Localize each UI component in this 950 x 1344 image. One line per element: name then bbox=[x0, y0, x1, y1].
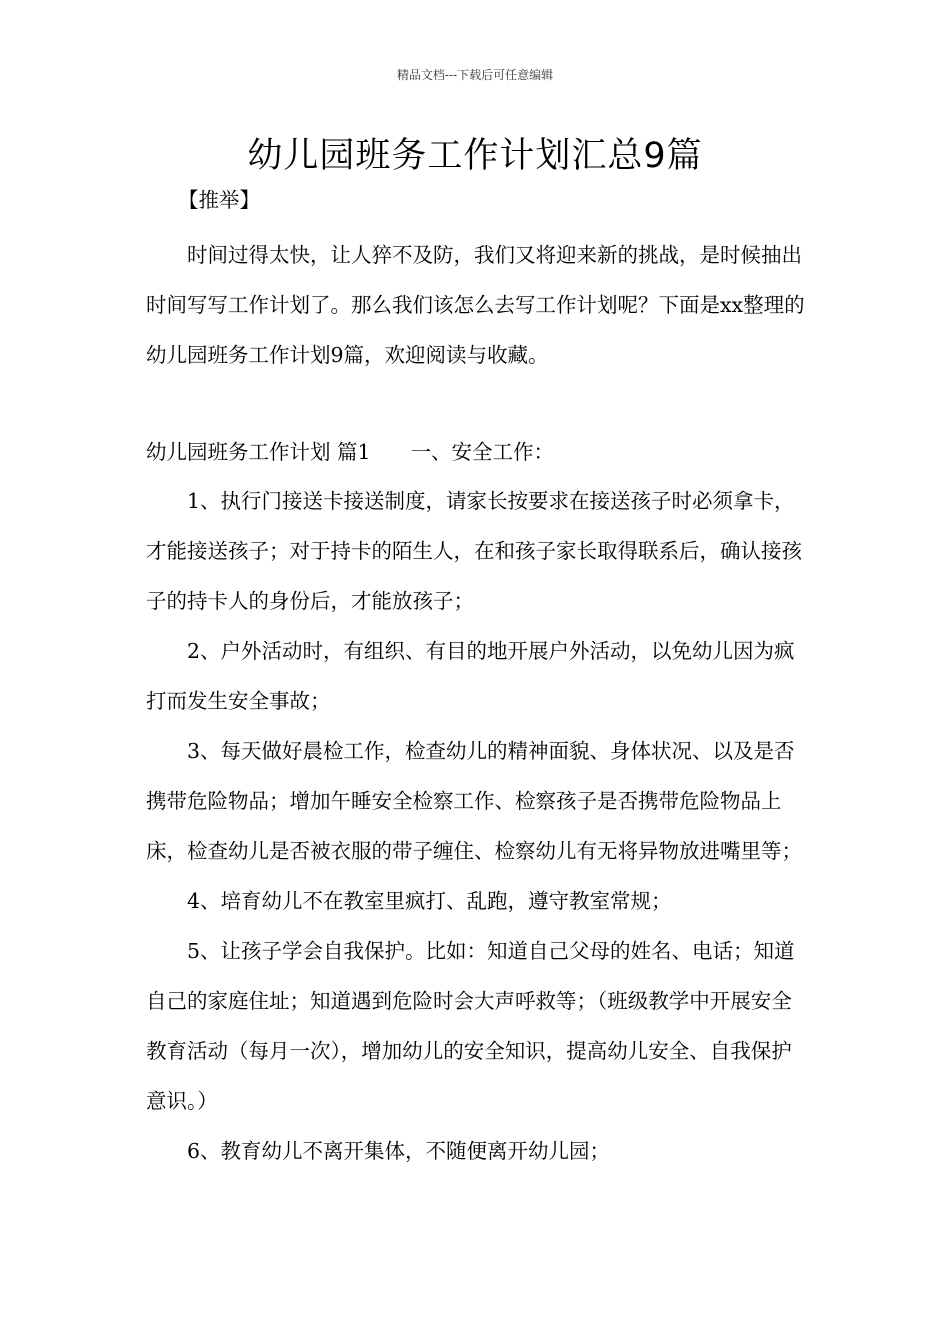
list-item: 4、培育幼儿不在教室里疯打、乱跑，遵守教室常规； bbox=[187, 889, 672, 913]
section-heading: 一、安全工作： bbox=[410, 440, 555, 464]
list-item: 6、教育幼儿不离开集体，不随便离开幼儿园； bbox=[187, 1139, 611, 1163]
recommend-tag: 【推举】 bbox=[178, 188, 260, 212]
intro-paragraph bbox=[146, 230, 806, 380]
document-title: 幼儿园班务工作计划汇总9篇 bbox=[247, 136, 703, 176]
list-item: 2、户外活动时，有组织、有目的地开展户外活动，以免幼儿因为疯打而发生安全事故； bbox=[146, 639, 795, 713]
item-list bbox=[146, 476, 806, 1176]
section-title bbox=[146, 427, 806, 477]
section-label: 幼儿园班务工作计划 篇1 bbox=[146, 440, 371, 464]
intro-text: 时间过得太快，让人猝不及防，我们又将迎来新的挑战，是时候抽出时间写写工作计划了。那么我们该怎么去写工作计划呢？下面是xx整理的幼儿园班务工作计划9篇，欢迎阅读与收藏。 bbox=[146, 243, 805, 367]
list-item: 3、每天做好晨检工作，检查幼儿的精神面貌、身体状况、以及是否携带危险物品；增加午睡安全检察工作、检察孩子是否携带危险物品上床，检查幼儿是否被衣服的带子缠住、检察幼儿有无将异物放进嘴里等； bbox=[146, 739, 802, 863]
list-item: 5、让孩子学会自我保护。比如：知道自己父母的姓名、电话；知道自己的家庭住址；知道遇到危险时会大声呼救等；（班级教学中开展安全教育活动（每月一次），增加幼儿的安全知识，提高幼儿安全、自我保护意识。） bbox=[146, 939, 795, 1113]
header-note: 精品文档---下载后可任意编辑 bbox=[396, 68, 554, 82]
list-item: 1、执行门接送卡接送制度，请家长按要求在接送孩子时必须拿卡，才能接送孩子；对于持卡的陌生人，在和孩子家长取得联系后，确认接孩子的持卡人的身份后，才能放孩子； bbox=[146, 489, 802, 613]
